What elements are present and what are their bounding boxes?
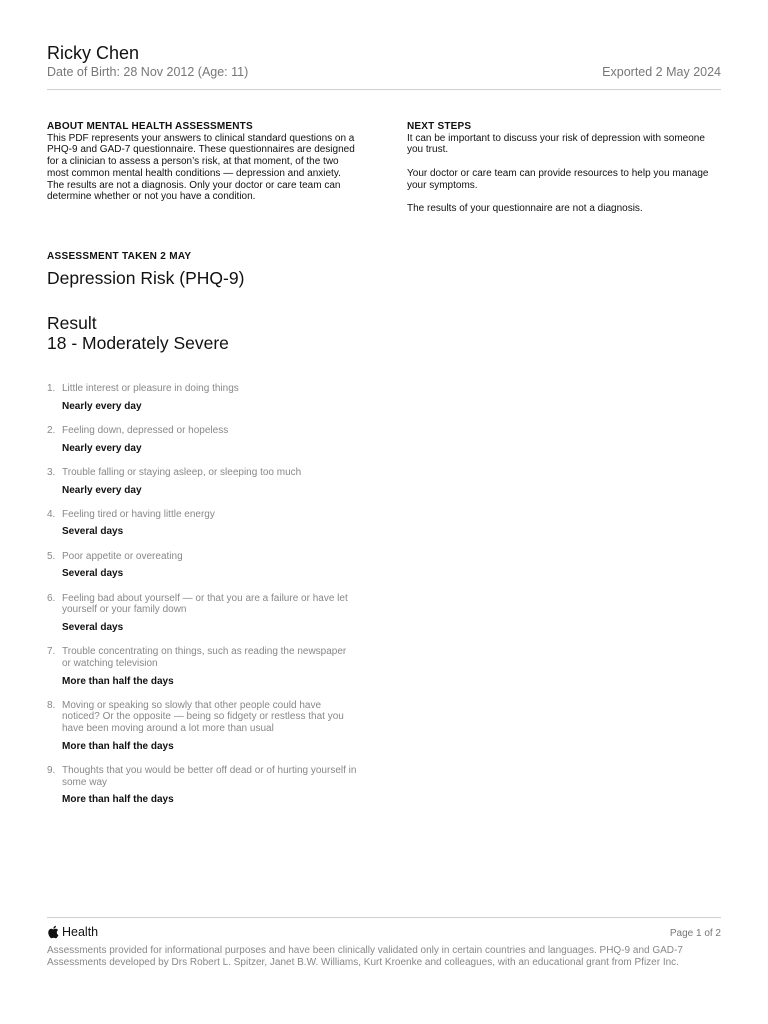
question-text: Trouble concentrating on things, such as reading the newspaper or watching television — [62, 646, 347, 669]
question-text: Trouble falling or staying asleep, or sleeping too much — [62, 466, 302, 478]
question-answer: Several days — [62, 568, 124, 580]
assessment-title: Depression Risk (PHQ-9) — [47, 268, 245, 288]
question-answer: Several days — [62, 621, 124, 633]
question-item — [47, 646, 357, 687]
question-item — [47, 700, 357, 753]
question-answer: Several days — [62, 526, 124, 538]
page-number: Page 1 of 2 — [669, 928, 721, 939]
health-brand — [47, 925, 98, 939]
header-divider — [47, 89, 721, 90]
next-steps-paragraph: The results of your questionnaire are not a diagnosis. — [407, 202, 643, 214]
question-text: Feeling down, depressed or hopeless — [62, 424, 229, 436]
question-number: 1. — [47, 383, 56, 394]
question-item — [47, 765, 357, 806]
question-item — [47, 383, 357, 412]
question-number: 4. — [47, 508, 56, 520]
about-section — [47, 121, 357, 203]
question-text: Poor appetite or overeating — [62, 550, 183, 562]
about-heading: ABOUT MENTAL HEALTH ASSESSMENTS — [47, 121, 253, 132]
question-text: Feeling bad about yourself — or that you are a failure or have let yourself or your family down — [62, 592, 348, 616]
apple-logo-icon — [47, 925, 59, 939]
result-score: 18 - Moderately Severe — [47, 333, 229, 353]
question-item — [47, 551, 357, 580]
footer-disclaimer: Assessments provided for informational purposes and have been clinically validated only in certain countries and languages. PHQ-9 and GAD-7 Assessments developed by Drs Robert L. Spitzer, Janet B.W. Williams, Kurt Kroenke and colleagues, with an educational grant from Pfizer Inc. — [47, 945, 683, 968]
question-number: 5. — [47, 550, 56, 562]
footer-divider — [47, 917, 721, 918]
export-date: Exported 2 May 2024 — [602, 65, 721, 79]
question-number: 7. — [47, 646, 56, 658]
brand-label: Health — [62, 925, 99, 939]
question-text: Thoughts that you would be better off dead or of hurting yourself in some way — [62, 765, 357, 788]
question-answer: Nearly every day — [62, 400, 142, 412]
question-item — [47, 509, 357, 538]
question-item — [47, 593, 357, 634]
next-steps-paragraph: It can be important to discuss your risk of depression with someone you trust. — [407, 132, 705, 156]
next-steps-section — [407, 121, 721, 215]
report-page — [47, 0, 721, 1024]
question-text: Moving or speaking so slowly that other people could have noticed? Or the opposite — being so fidgety or restless that you have been moving around a lot more than usual — [62, 699, 344, 735]
about-body: This PDF represents your answers to clinical standard questions on a PHQ-9 and GAD-7 questionnaire. These questionnaires are designed for a clinician to assess a person’s risk, at that moment, of the two most common mental health conditions — depression and anxiety. The results are not a diagnosis. Only your doctor or care team can determine whether or not you have a condition. — [47, 132, 355, 203]
question-answer: Nearly every day — [62, 442, 142, 454]
question-answer: More than half the days — [62, 675, 174, 687]
question-answer: More than half the days — [62, 740, 174, 752]
patient-name: Ricky Chen — [47, 43, 140, 63]
next-steps-heading: NEXT STEPS — [407, 121, 472, 132]
question-number: 3. — [47, 466, 56, 478]
next-steps-paragraph: Your doctor or care team can provide resources to help you manage your symptoms. — [407, 167, 709, 191]
question-text: Feeling tired or having little energy — [62, 508, 215, 520]
question-text: Little interest or pleasure in doing things — [62, 383, 239, 394]
question-number: 8. — [47, 699, 56, 711]
result-label: Result — [47, 313, 97, 333]
question-answer: More than half the days — [62, 794, 174, 806]
question-list — [47, 383, 357, 819]
question-number: 2. — [47, 424, 56, 436]
assessment-date-label: ASSESSMENT TAKEN 2 MAY — [47, 251, 192, 262]
date-of-birth: Date of Birth: 28 Nov 2012 (Age: 11) — [47, 65, 249, 79]
question-number: 9. — [47, 765, 56, 777]
question-item — [47, 425, 357, 454]
question-answer: Nearly every day — [62, 484, 142, 496]
question-item — [47, 467, 357, 496]
question-number: 6. — [47, 592, 56, 604]
